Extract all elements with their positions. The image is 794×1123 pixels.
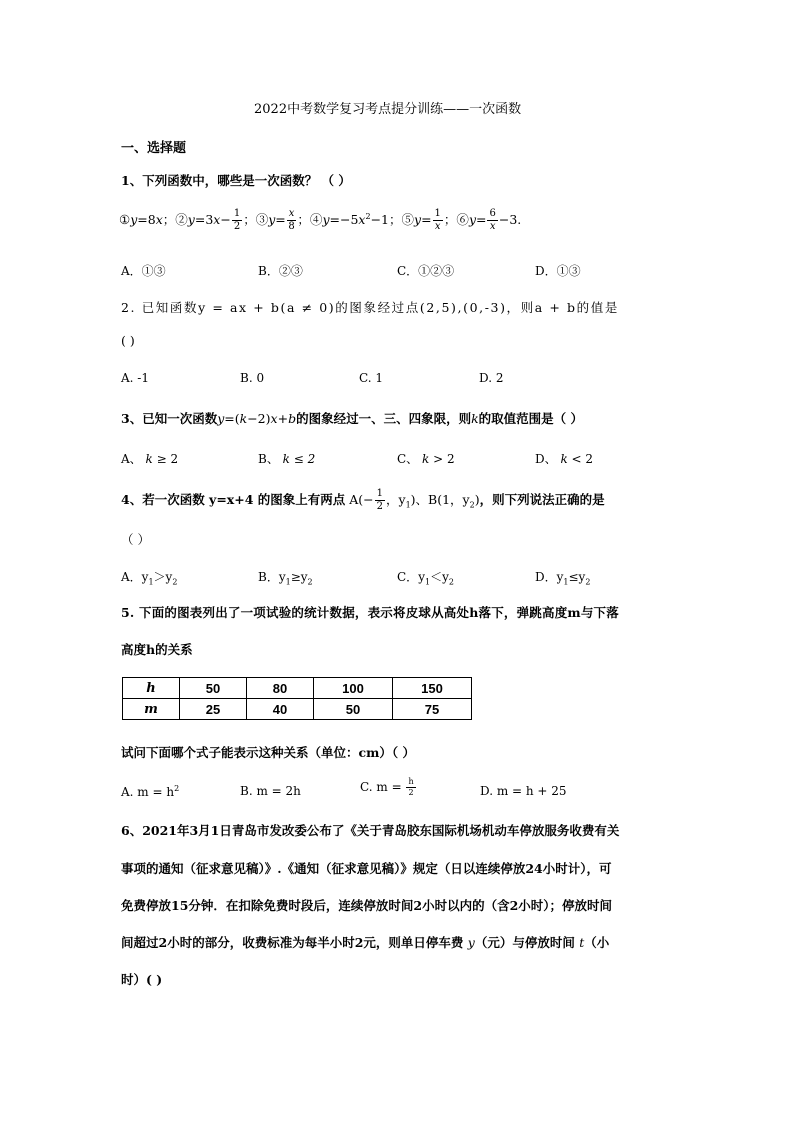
q5-option-c: C. m = $\frac{h}{2}$: [360, 777, 414, 797]
table-cell: 50: [180, 678, 247, 699]
q4-option-c: C．$y_1<y_2$: [397, 570, 454, 587]
q3-option-d: D、 k < 2: [535, 452, 594, 466]
q1-option-d: D．①③: [535, 264, 581, 278]
q1-option-b: B．②③: [258, 264, 303, 278]
q1-option-c: C．①②③: [397, 264, 455, 278]
q4-option-d: D．$y_1\le y_2$: [535, 570, 591, 587]
q3-option-a: A、 k ≥ 2: [121, 452, 179, 466]
question-5-stem: 5. 下面的图表列出了一项试验的统计数据，表示将皮球从高处h落下，弹跳高度m与下落: [121, 605, 619, 620]
table-cell: 75: [393, 699, 472, 720]
section-heading: 一、选择题: [121, 141, 187, 156]
q3-option-b: B、 k ≤ 2: [258, 452, 316, 466]
question-1-functions: ①y=8x；②y=3x− $\frac{1}{2}$ ；③y= $\frac{x}{8}$ ；$④y=-5x^2-1$；⑤y= $\frac{1}{x}$ ；⑥y= $\frac{6}{x}$ −3.: [119, 208, 522, 232]
q2-option-b: B. 0: [240, 371, 265, 385]
q2-option-d: D. 2: [479, 371, 504, 385]
question-1-stem: 1、下列函数中，哪些是一次函数？ （ ）: [121, 173, 351, 188]
table-cell: 25: [180, 699, 247, 720]
question-3-stem: 3、已知一次函数y=(k−2)x+b的图象经过一、三、四象限，则k的取值范围是（ ）: [121, 411, 584, 426]
question-5-stem-cont: 高度h的关系: [121, 642, 193, 657]
q3-option-c: C、 k > 2: [397, 452, 455, 466]
q4-option-a: A．$y_1>y_2$: [121, 570, 178, 587]
question-2-blank: ( ): [121, 333, 135, 348]
question-6-line-4: 间超过2小时的部分，收费标准为每半小时2元，则单日停车费 y（元）与停放时间 t（小: [121, 935, 610, 950]
q5-option-d: D. m = h + 25: [480, 784, 567, 798]
q5-option-a: A. $m = h^2$: [121, 784, 180, 799]
table-cell: 100: [314, 678, 393, 699]
q4-option-b: B．$y_1\ge y_2$: [258, 570, 313, 587]
q5-option-b: B. m = 2h: [240, 784, 301, 798]
q1-option-a: A．①③: [121, 264, 166, 278]
question-6-line-5: 时）( ): [121, 972, 163, 987]
table-row: [123, 678, 472, 699]
question-6-line-3: 免费停放15分钟．在扣除免费时段后，连续停放时间2小时以内的（含2小时）；停放时间: [121, 898, 613, 913]
table-cell: 50: [314, 699, 393, 720]
question-4-blank: （ ）: [121, 532, 150, 547]
question-5-question: 试问下面哪个式子能表示这种关系（单位：cm）（ ）: [121, 745, 415, 760]
table-cell: 40: [247, 699, 314, 720]
question-6-line-1: 6、2021年3月1日青岛市发改委公布了《关于青岛胶东国际机场机动车停放服务收费有关: [121, 823, 620, 838]
q2-option-c: C. 1: [359, 371, 384, 385]
table-cell: 150: [393, 678, 472, 699]
question-6-line-2: 事项的通知（征求意见稿）》.《通知（征求意见稿）》规定（日以连续停放24小时计），可: [121, 861, 612, 876]
page-title: 2022中考数学复习考点提分训练——一次函数: [254, 102, 522, 117]
table-row: [123, 699, 472, 720]
question-4-stem: 4、若一次函数 y=x+4 的图象上有两点 A(− $\frac{1}{2}$ ，$y_1$)、B(1，$y_2$)，则下列说法正确的是: [121, 488, 605, 512]
q2-option-a: A. -1: [121, 371, 149, 385]
question-2-stem: 2. 已知函数y = ax + b(a ≠ 0)的图象经过点(2,5),(0,-3)，则a + b的值是: [121, 300, 619, 315]
table-cell: 80: [247, 678, 314, 699]
table-cell: h: [123, 678, 180, 699]
table-cell: m: [123, 699, 180, 720]
data-table: [122, 677, 472, 720]
